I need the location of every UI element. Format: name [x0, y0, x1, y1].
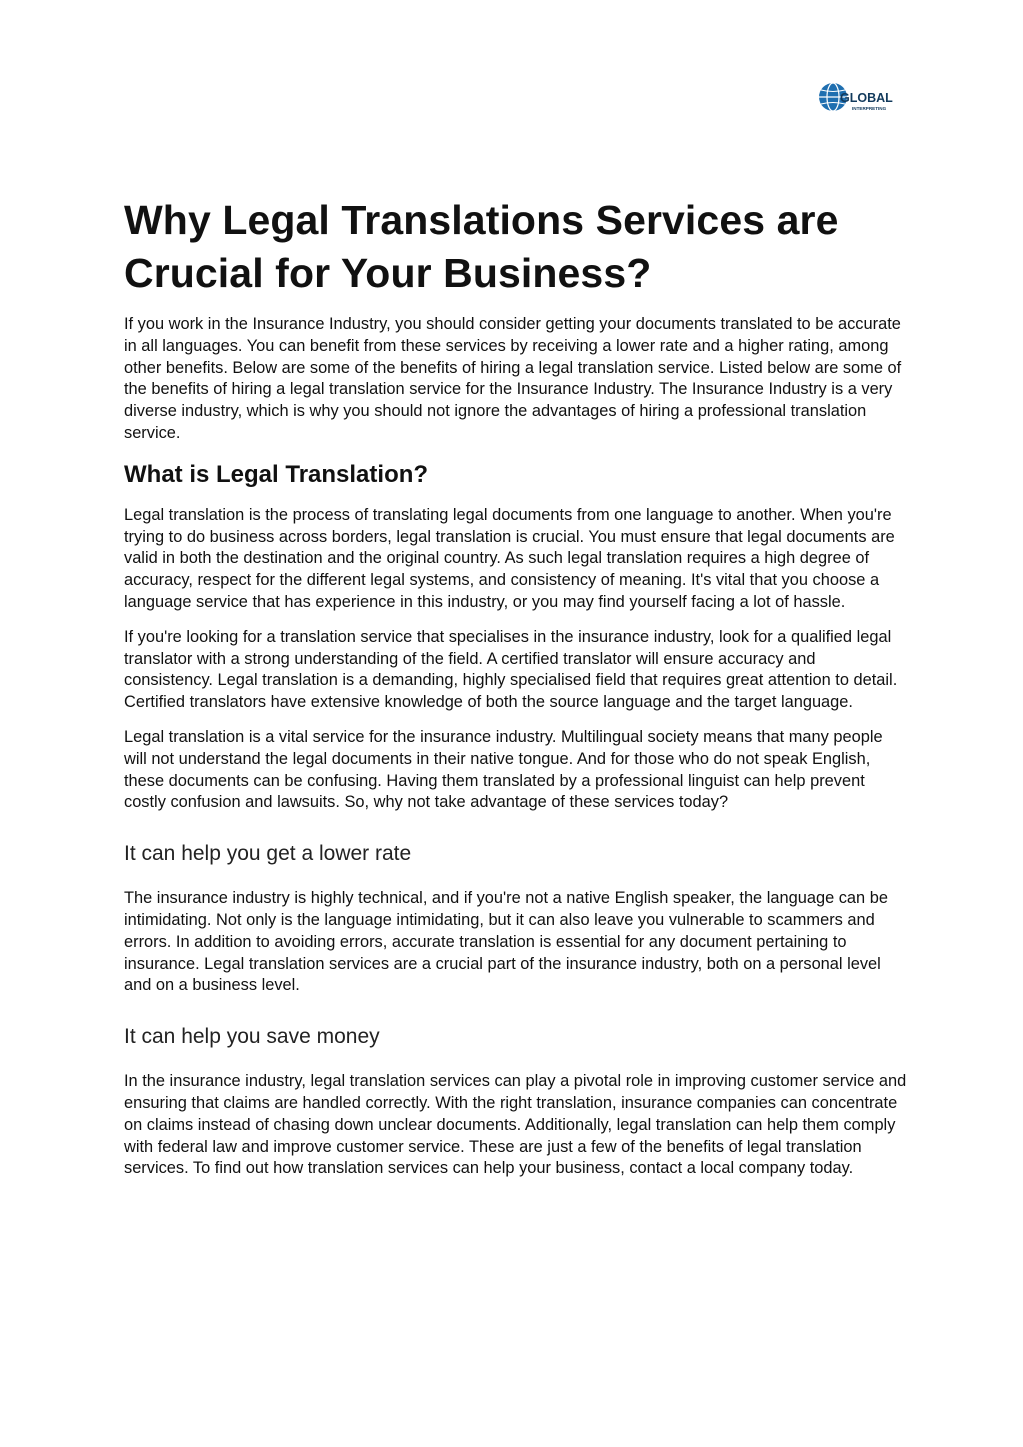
section2-paragraph: The insurance industry is highly technical, and if you're not a native English speaker, the language can be intimidating. Not only is the language intimidating, but it can also leave you vulnerable to scammers and errors. In addition to avoiding errors, accurate translation is essential for any document pertaining to insurance. Legal translation services are a crucial part of the insurance industry, both on a personal level and on a business level. — [124, 889, 888, 995]
logo-subtext: INTERPRETING — [852, 106, 887, 111]
section-heading-save-money: It can help you save money — [124, 1025, 380, 1049]
intro-paragraph: If you work in the Insurance Industry, you should consider getting your documents translated to be accurate in all languages. You can benefit from these services by receiving a lower rate and a higher rating, among other benefits. Below are some of the benefits of hiring a legal translation service. Listed below are some of the benefits of hiring a legal translation service for the Insurance Industry. The Insurance Industry is a very diverse industry, which is why you should not ignore the advantages of hiring a professional translation service. — [124, 315, 902, 442]
section-heading-what-is-legal-translation: What is Legal Translation? — [124, 460, 429, 488]
logo-word: GLOBAL — [840, 91, 893, 105]
section1-paragraph-1: Legal translation is the process of translating legal documents from one language to another. When you're trying to do business across borders, legal translation is crucial. You must ensure that legal documents are valid in both the destination and the original country. As such legal translation requires a high degree of accuracy, respect for the different legal systems, and consistency of meaning. It's vital that you choose a language service that has experience in this industry, or you may find yourself facing a lot of hassle. — [124, 505, 895, 611]
section-heading-lower-rate: It can help you get a lower rate — [124, 842, 412, 866]
page-title: Why Legal Translations Services are Crucial for Your Business? — [124, 197, 839, 296]
article — [124, 194, 909, 1180]
global-interpreting-logo — [818, 80, 902, 116]
section1-paragraph-3: Legal translation is a vital service for the insurance industry. Multilingual society means that many people will not understand the legal documents in their native tongue. And for those who do not speak English, these documents can be confusing. Having them translated by a professional linguist can help prevent costly confusion and lawsuits. So, why not take advantage of these services today? — [124, 727, 883, 812]
section1-paragraph-2: If you're looking for a translation service that specialises in the insurance industry, look for a qualified legal translator with a strong understanding of the field. A certified translator will ensure accuracy and consistency. Legal translation is a demanding, highly specialised field that requires great attention to detail. Certified translators have extensive knowledge of both the source language and the target language. — [124, 627, 898, 712]
section3-paragraph: In the insurance industry, legal translation services can play a pivotal role in improving customer service and ensuring that claims are handled correctly. With the right translation, insurance companies can concentrate on claims instead of chasing down unclear documents. Additionally, legal translation can help them comply with federal law and improve customer service. These are just a few of the benefits of legal translation services. To find out how translation services can help your business, contact a local company today. — [124, 1072, 907, 1178]
